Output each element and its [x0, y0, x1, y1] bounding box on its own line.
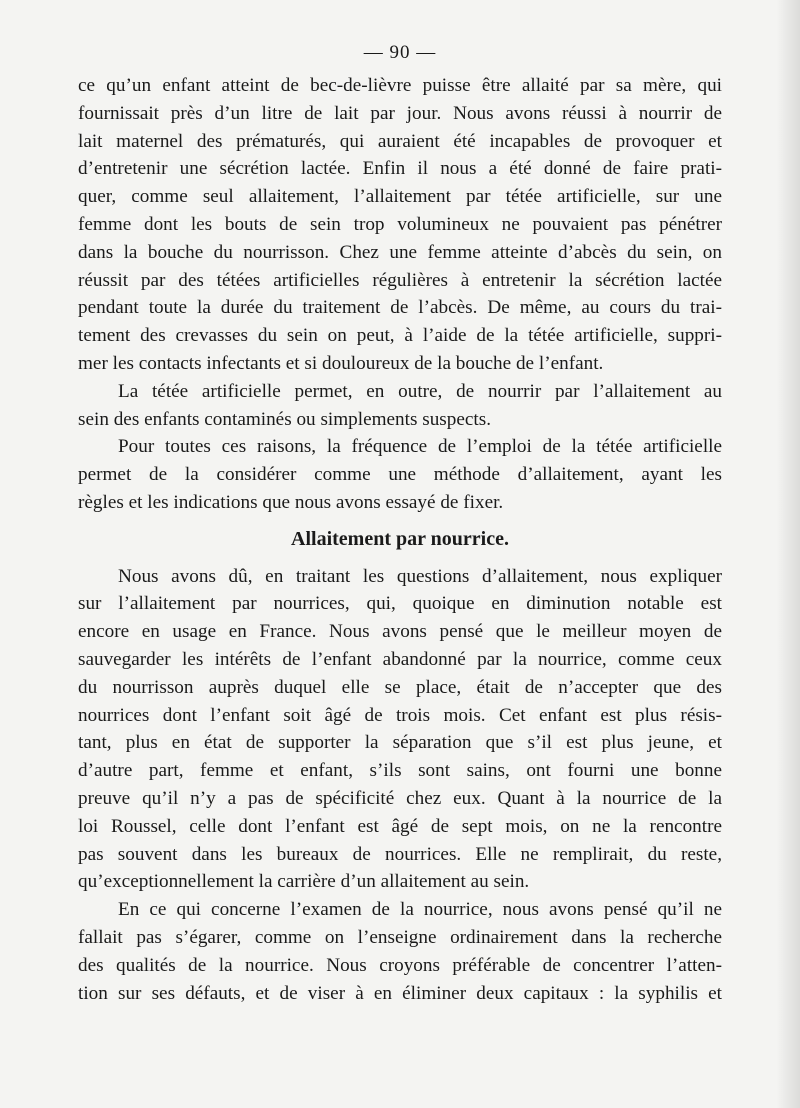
text-line: pas souvent dans les bureaux de nourrices. Elle ne remplirait, du reste,	[78, 843, 722, 865]
section-heading: Allaitement par nourrice.	[291, 527, 509, 550]
text-line: tant, plus en état de supporter la séparation que s’il est plus jeune, et	[78, 732, 722, 754]
text-line: fallait pas s’égarer, comme on l’enseigne ordinairement dans la recherche	[78, 926, 722, 948]
text-line: qu’exceptionnellement la carrière d’un allaitement au sein.	[78, 871, 530, 893]
paragraph-5	[78, 896, 722, 1007]
text-line: ce qu’un enfant atteint de bec-de-lièvre puisse être allaité par sa mère, qui	[78, 75, 722, 96]
text-line: sein des enfants contaminés ou simplements suspects.	[78, 408, 491, 430]
text-line: loi Roussel, celle dont l’enfant est âgé de sept mois, on ne la rencontre	[78, 815, 722, 837]
page-number: — 90 —	[363, 42, 437, 63]
text-line: pendant toute la durée du traitement de l’abcès. De même, au cours du trai-	[78, 297, 722, 319]
text-line: nourrices dont l’enfant soit âgé de trois mois. Cet enfant est plus résis-	[78, 704, 722, 726]
text-line: Pour toutes ces raisons, la fréquence de l’emploi de la tétée artificielle	[118, 436, 722, 458]
text-line: fournissait près d’un litre de lait par jour. Nous avons réussi à nourrir de	[78, 102, 722, 124]
text-line: mer les contacts infectants et si douloureux de la bouche de l’enfant.	[78, 352, 604, 374]
text-line: du nourrisson auprès duquel elle se place, était de n’accepter que des	[78, 676, 722, 698]
text-line: permet de la considérer comme une méthode d’allaitement, ayant les	[78, 464, 722, 486]
text-line: des qualités de la nourrice. Nous croyons préférable de concentrer l’atten-	[78, 954, 722, 976]
text-line: preuve qu’il n’y a pas de spécificité chez eux. Quant à la nourrice de la	[78, 787, 722, 809]
text-line: dans la bouche du nourrisson. Chez une femme atteinte d’abcès du sein, on	[78, 241, 722, 263]
text-line: Nous avons dû, en traitant les questions d’allaitement, nous expliquer	[118, 565, 722, 587]
paragraph-4	[78, 563, 722, 897]
text-line: tion sur ses défauts, et de viser à en éliminer deux capitaux : la syphilis et	[78, 982, 722, 1004]
text-line: lait maternel des prématurés, qui auraient été incapables de provoquer et	[78, 130, 722, 152]
text-line: règles et les indications que nous avons essayé de fixer.	[78, 491, 504, 513]
text-line: réussit par des tétées artificielles régulières à entretenir la sécrétion lactée	[78, 269, 722, 291]
paragraph-1	[78, 72, 722, 378]
page-edge-shadow	[776, 0, 800, 1108]
text-line: sur l’allaitement par nourrices, qui, quoique en diminution notable est	[78, 593, 722, 615]
text-line: sauvegarder les intérêts de l’enfant abandonné par la nourrice, comme ceux	[78, 648, 722, 670]
text-line: quer, comme seul allaitement, l’allaitement par tétée artificielle, sur une	[78, 186, 722, 208]
page-body	[78, 72, 722, 1007]
text-line: femme dont les bouts de sein trop volumineux ne pouvaient pas pénétrer	[78, 213, 722, 235]
paragraph-3	[78, 433, 722, 516]
text-line: tement des crevasses du sein on peut, à l’aide de la tétée artificielle, suppri-	[78, 325, 722, 347]
text-line: La tétée artificielle permet, en outre, de nourrir par l’allaitement au	[118, 380, 722, 402]
text-line: d’autre part, femme et enfant, s’ils sont sains, ont fourni une bonne	[78, 760, 722, 782]
text-line: encore en usage en France. Nous avons pensé que le meilleur moyen de	[78, 621, 722, 643]
text-line: En ce qui concerne l’examen de la nourrice, nous avons pensé qu’il ne	[118, 899, 722, 921]
text-line: d’entretenir une sécrétion lactée. Enfin il nous a été donné de faire prati-	[78, 158, 722, 180]
paragraph-2	[78, 378, 722, 434]
